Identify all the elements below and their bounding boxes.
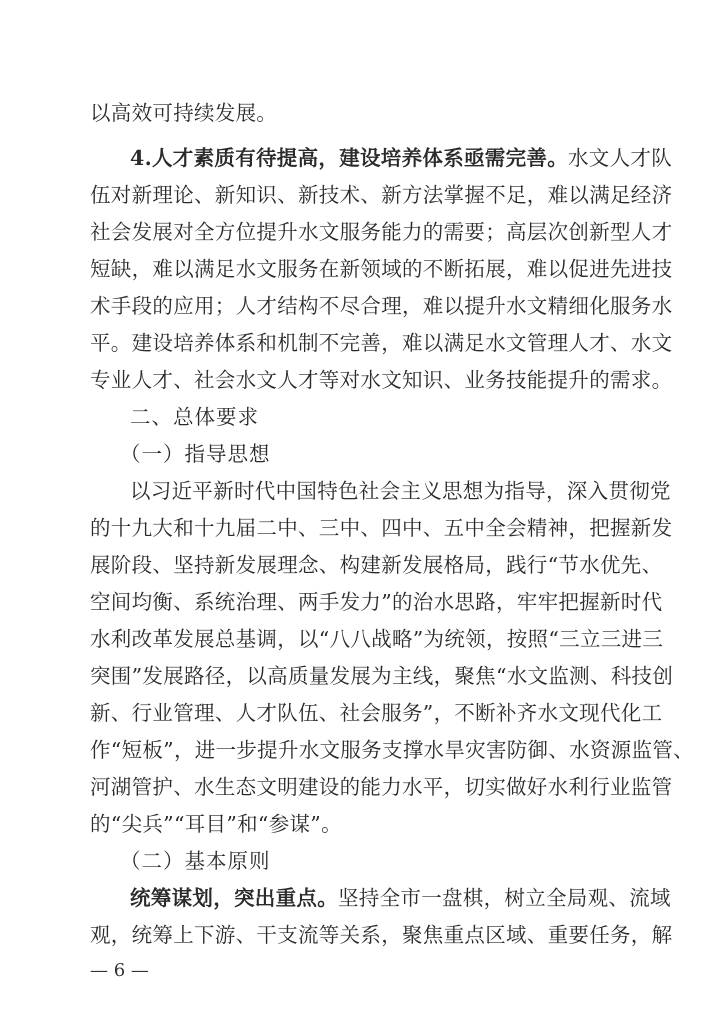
paragraph-line: 展阶段、坚持新发展理念、构建新发展格局，践行“节水优先、 <box>90 553 663 577</box>
paragraph-line: 以习近平新时代中国特色社会主义思想为指导，深入贯彻党 <box>130 479 671 503</box>
paragraph-line: 短缺，难以满足水文服务在新领域的不断拓展，难以促进先进技 <box>90 257 673 281</box>
section-heading: 二、总体要求 <box>130 405 259 429</box>
text-span: 以高效可持续发展。 <box>90 101 278 125</box>
bold-lead: 统筹谋划，突出重点。 <box>130 886 338 910</box>
paragraph-line: 作“短板”，进一步提升水文服务支撑水旱灾害防御、水资源监管、 <box>90 738 694 762</box>
subsection-heading: （二）基本原则 <box>120 849 271 873</box>
paragraph-line: 观，统筹上下游、干支流等关系，聚焦重点区域、重要任务，解 <box>90 923 673 947</box>
paragraph-line: 空间均衡、系统治理、两手发力”的治水思路，牢牢把握新时代 <box>90 590 663 614</box>
page-number: — 6 — <box>90 960 149 981</box>
paragraph-line: 专业人才、社会水文人才等对水文知识、业务技能提升的需求。 <box>90 368 673 392</box>
paragraph-line: 新、行业管理、人才队伍、社会服务”，不断补齐水文现代化工 <box>90 701 663 725</box>
paragraph-line: 伍对新理论、新知识、新技术、新方法掌握不足，难以满足经济 <box>90 183 673 207</box>
paragraph-line: 的十九大和十九届二中、三中、四中、五中全会精神，把握新发 <box>90 516 673 540</box>
paragraph-line: 术手段的应用；人才结构不尽合理，难以提升水文精细化服务水 <box>90 294 673 318</box>
paragraph-line: 水利改革发展总基调，以“八八战略”为统领，按照“三立三进三 <box>90 627 664 651</box>
text-span: 的“尖兵”“耳目”和“参谋”。 <box>90 812 342 836</box>
paragraph-line: 社会发展对全方位提升水文服务能力的需要；高层次创新型人才 <box>90 220 673 244</box>
paragraph-line <box>130 885 671 911</box>
paragraph-line: 突围”发展路径，以高质量发展为主线，聚焦“水文监测、科技创 <box>90 664 674 688</box>
paragraph-line <box>90 100 634 126</box>
bold-lead: 4.人才素质有待提高，建设培养体系亟需完善。 <box>130 146 568 170</box>
text-span: 坚持全市一盘棋，树立全局观、流域 <box>338 886 671 910</box>
text-span: 水文人才队 <box>568 146 672 170</box>
paragraph-line <box>90 811 634 837</box>
paragraph-line <box>130 145 672 171</box>
paragraph-line: 河湖管护、水生态文明建设的能力水平，切实做好水利行业监管 <box>90 775 673 799</box>
subsection-heading: （一）指导思想 <box>120 442 271 466</box>
paragraph-line: 平。建设培养体系和机制不完善，难以满足水文管理人才、水文 <box>90 331 673 355</box>
